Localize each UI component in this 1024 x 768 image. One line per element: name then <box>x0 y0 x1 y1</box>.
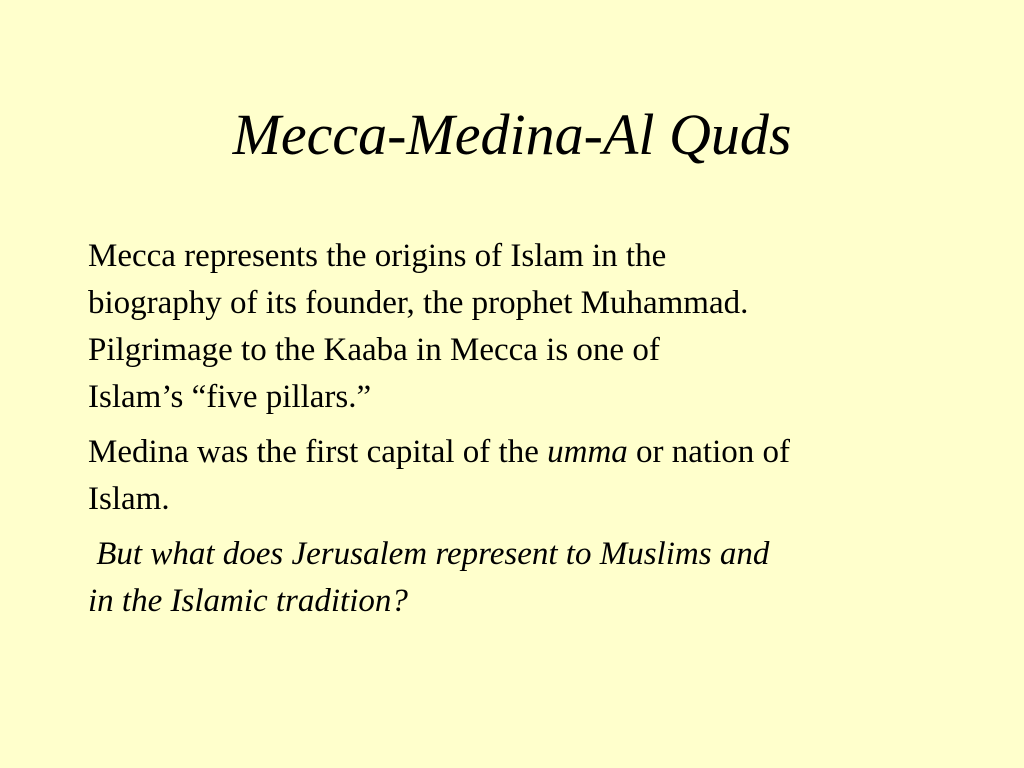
paragraph-mecca-line-3: Pilgrimage to the Kaaba in Mecca is one of <box>88 332 660 368</box>
paragraph-jerusalem-line-1: But what does Jerusalem represent to Muslims and <box>88 536 770 572</box>
slide-body <box>88 233 968 633</box>
paragraph-medina <box>88 429 968 523</box>
paragraph-mecca-line-4: Islam’s “five pillars.” <box>88 379 372 415</box>
paragraph-medina-text-after: or nation of <box>627 434 790 470</box>
paragraph-medina-line-2: Islam. <box>88 481 170 517</box>
paragraph-jerusalem-line-2: in the Islamic tradition? <box>88 583 408 619</box>
paragraph-medina-line-1 <box>88 429 968 476</box>
paragraph-mecca-line-2: biography of its founder, the prophet Muhammad. <box>88 285 749 321</box>
paragraph-mecca-line-1: Mecca represents the origins of Islam in the <box>88 238 667 274</box>
slide-title: Mecca-Medina-Al Quds <box>232 102 792 167</box>
term-umma: umma <box>547 434 628 470</box>
paragraph-medina-text-before: Medina was the first capital of the <box>88 434 548 470</box>
paragraph-jerusalem-question <box>88 531 968 625</box>
paragraph-mecca <box>88 233 968 421</box>
